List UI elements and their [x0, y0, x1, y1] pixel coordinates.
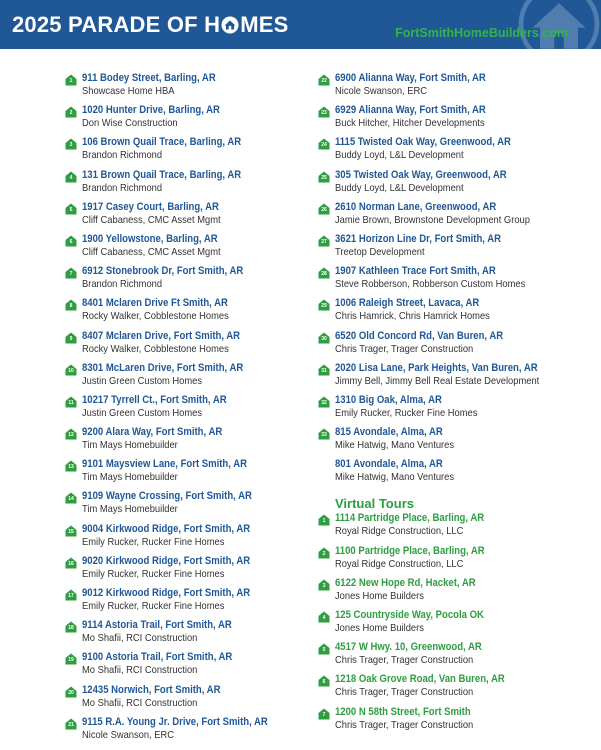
marker-number: 4 — [322, 615, 326, 621]
marker-number: 5 — [322, 647, 326, 654]
home-builder: Mo Shafii, RCI Construction — [82, 633, 198, 645]
home-builder: Tim Mays Homebuilder — [82, 440, 178, 452]
home-address: 10217 Tyrrell Ct., Fort Smith, AR — [82, 393, 227, 406]
home-address: 9020 Kirkwood Ridge, Fort Smith, AR — [82, 554, 251, 567]
home-builder: Jimmy Bell, Jimmy Bell Real Estate Development — [335, 375, 540, 387]
home-builder: Nicole Swanson, ERC — [335, 86, 427, 97]
home-list-item — [317, 458, 601, 490]
home-builder: Chris Hamrick, Chris Hamrick Homes — [335, 311, 490, 323]
home-address: 9109 Wayne Crossing, Fort Smith, AR — [82, 490, 252, 503]
home-builder: Emily Rucker, Rucker Fine Homes — [82, 536, 225, 548]
home-builder: Chris Trager, Trager Construction — [335, 687, 474, 699]
marker-number: 17 — [68, 593, 74, 599]
home-address: 9200 Alara Way, Fort Smith, AR — [82, 426, 223, 439]
home-address: 9115 R.A. Young Jr. Drive, Fort Smith, AR — [82, 715, 268, 728]
home-builder: Chris Trager, Trager Construction — [335, 343, 474, 355]
home-builder: Cliff Cabaness, CMC Asset Mgmt — [82, 246, 221, 258]
home-list-item — [317, 362, 601, 394]
home-list-left — [64, 72, 304, 748]
house-marker-icon — [65, 525, 77, 537]
home-list-item — [317, 201, 601, 233]
home-address: 9100 Astoria Trail, Fort Smith, AR — [82, 651, 233, 664]
house-marker-icon — [65, 299, 77, 311]
home-list-item — [64, 684, 304, 716]
home-address: 1020 Hunter Drive, Barling, AR — [82, 104, 220, 117]
marker-number: 23 — [321, 110, 327, 117]
home-address: 9114 Astoria Trail, Fort Smith, AR — [82, 619, 232, 632]
home-builder: Rocky Walker, Cobblestone Homes — [82, 343, 229, 355]
virtual-tour-item — [317, 673, 601, 705]
home-builder: Showcase Home HBA — [82, 86, 175, 97]
home-address: 2020 Lisa Lane, Park Heights, Van Buren, AR — [335, 361, 538, 374]
header-banner — [0, 0, 601, 49]
marker-number: 15 — [68, 528, 74, 535]
house-marker-icon — [65, 492, 77, 504]
home-builder: Chris Trager, Trager Construction — [335, 655, 474, 667]
page-title — [12, 12, 288, 38]
virtual-tours-heading: Virtual Tours — [335, 496, 414, 512]
home-list-item — [64, 233, 304, 265]
home-builder: Chris Trager, Trager Construction — [335, 719, 474, 731]
marker-number: 8 — [69, 303, 73, 310]
marker-number: 7 — [69, 271, 73, 278]
home-list-item — [64, 104, 304, 136]
home-address: 8407 Mclaren Drive, Fort Smith, AR — [82, 329, 241, 342]
home-list-item — [317, 136, 601, 168]
home-list-item — [317, 297, 601, 329]
house-marker-icon — [318, 643, 330, 655]
home-address: 1907 Kathleen Trace Fort Smith, AR — [335, 265, 496, 278]
house-marker-icon — [318, 203, 330, 215]
marker-number: 32 — [321, 399, 327, 406]
home-address: 9004 Kirkwood Ridge, Fort Smith, AR — [82, 522, 251, 535]
home-address: 1100 Partridge Place, Barling, AR — [335, 544, 485, 557]
home-address: 12435 Norwich, Fort Smith, AR — [82, 683, 221, 696]
home-list-item — [317, 330, 601, 362]
house-marker-icon — [318, 396, 330, 408]
house-marker-icon — [318, 299, 330, 311]
house-marker-icon — [318, 547, 330, 559]
home-builder: Rocky Walker, Cobblestone Homes — [82, 311, 229, 323]
house-marker-icon — [318, 579, 330, 591]
house-marker-icon — [65, 74, 77, 86]
marker-number: 13 — [68, 464, 74, 471]
home-list-item — [64, 651, 304, 683]
house-marker-icon — [65, 686, 77, 698]
house-logo-icon — [221, 16, 239, 34]
marker-number: 3 — [69, 142, 73, 149]
marker-number: 12 — [68, 432, 74, 439]
marker-number: 10 — [68, 367, 74, 374]
house-marker-icon — [318, 235, 330, 247]
home-list-item — [64, 426, 304, 458]
home-list-item — [317, 265, 601, 297]
home-builder: Jones Home Builders — [335, 623, 424, 634]
website-link[interactable]: FortSmithHomeBuilders.com — [395, 26, 568, 40]
marker-number: 11 — [68, 399, 74, 406]
marker-number: 1 — [322, 518, 326, 525]
marker-number: 3 — [322, 582, 326, 589]
virtual-tour-item — [317, 609, 601, 641]
home-builder: Emily Rucker, Rucker Fine Homes — [335, 407, 478, 419]
house-marker-icon — [65, 621, 77, 633]
home-address: 6122 New Hope Rd, Hacket, AR — [335, 576, 476, 589]
home-builder: Brandon Richmond — [82, 182, 163, 194]
marker-number: 28 — [321, 271, 327, 278]
home-address: 1114 Partridge Place, Barling, AR — [335, 512, 485, 525]
home-list-item — [64, 716, 304, 748]
home-address: 1200 N 58th Street, Fort Smith — [335, 705, 471, 718]
house-marker-icon — [65, 718, 77, 730]
marker-number: 4 — [69, 174, 73, 181]
home-list-item — [64, 555, 304, 587]
home-list-item — [64, 201, 304, 233]
home-list-item — [64, 362, 304, 394]
home-address: 1218 Oak Grove Road, Van Buren, AR — [335, 673, 505, 686]
marker-number: 1 — [69, 78, 73, 84]
home-address: 6520 Old Concord Rd, Van Buren, AR — [335, 329, 504, 342]
house-watermark-icon — [511, 0, 601, 49]
house-marker-icon — [318, 267, 330, 279]
marker-number: 19 — [68, 657, 74, 664]
marker-number: 2 — [322, 550, 326, 557]
house-marker-icon — [65, 589, 77, 601]
marker-number: 22 — [321, 78, 327, 84]
marker-number: 24 — [321, 142, 327, 149]
house-marker-icon — [65, 332, 77, 344]
home-list-item — [64, 394, 304, 426]
home-list-item — [317, 72, 601, 104]
home-builder: Justin Green Custom Homes — [82, 375, 203, 387]
marker-number: 5 — [69, 206, 73, 213]
home-address: 1310 Big Oak, Alma, AR — [335, 393, 442, 406]
home-builder: Steve Robberson, Robberson Custom Homes — [335, 279, 526, 291]
home-list-item — [64, 265, 304, 297]
home-list-item — [317, 169, 601, 201]
marker-number: 26 — [321, 206, 327, 213]
home-address: 1917 Casey Court, Barling, AR — [82, 200, 219, 213]
marker-number: 27 — [321, 238, 327, 245]
home-address: 9101 Maysview Lane, Fort Smith, AR — [82, 458, 247, 471]
house-marker-icon — [318, 611, 330, 623]
home-builder: Emily Rucker, Rucker Fine Homes — [82, 601, 225, 612]
house-marker-icon — [65, 428, 77, 440]
home-address: 305 Twisted Oak Way, Greenwood, AR — [335, 168, 507, 181]
home-address: 911 Bodey Street, Barling, AR — [82, 72, 216, 84]
house-marker-icon — [65, 171, 77, 183]
home-address: 131 Brown Quail Trace, Barling, AR — [82, 168, 242, 181]
home-address: 2610 Norman Lane, Greenwood, AR — [335, 200, 497, 213]
home-builder: Royal Ridge Construction, LLC — [335, 526, 464, 538]
marker-number: 9 — [69, 335, 73, 342]
title-suffix: MES — [240, 12, 289, 37]
marker-number: 6 — [322, 679, 326, 686]
house-marker-icon — [65, 364, 77, 376]
house-marker-icon — [65, 138, 77, 150]
house-marker-icon — [318, 171, 330, 183]
home-builder: Tim Mays Homebuilder — [82, 504, 178, 516]
home-list-item — [64, 523, 304, 555]
home-address: 815 Avondale, Alma, AR — [335, 426, 443, 439]
marker-number: 7 — [322, 711, 326, 718]
home-builder: Buddy Loyd, L&L Development — [335, 150, 464, 162]
home-list-item — [64, 619, 304, 651]
house-marker-icon — [65, 106, 77, 118]
home-builder: Emily Rucker, Rucker Fine Homes — [82, 568, 225, 580]
house-marker-icon — [318, 675, 330, 687]
title-prefix: 2025 PARADE OF H — [12, 12, 221, 37]
home-builder: Brandon Richmond — [82, 150, 163, 162]
house-marker-icon — [318, 428, 330, 440]
house-marker-icon — [318, 106, 330, 118]
home-builder: Royal Ridge Construction, LLC — [335, 558, 464, 570]
virtual-tour-item — [317, 577, 601, 609]
home-builder: Treetop Development — [335, 246, 425, 258]
marker-number: 30 — [321, 335, 327, 342]
home-list-item — [317, 233, 601, 265]
home-list-item — [317, 426, 601, 458]
home-address: 801 Avondale, Alma, AR — [335, 458, 443, 471]
home-builder: Mo Shafii, RCI Construction — [82, 697, 198, 709]
marker-number: 21 — [68, 721, 74, 728]
virtual-tour-item — [317, 512, 601, 544]
home-builder: Mike Hatwig, Mano Ventures — [335, 440, 455, 452]
house-marker-icon — [318, 364, 330, 376]
house-marker-icon — [65, 557, 77, 569]
home-address: 106 Brown Quail Trace, Barling, AR — [82, 136, 242, 149]
home-address: 3621 Horizon Line Dr, Fort Smith, AR — [335, 232, 501, 245]
house-marker-icon — [65, 396, 77, 408]
home-builder: Jamie Brown, Brownstone Development Group — [335, 214, 530, 226]
home-builder: Tim Mays Homebuilder — [82, 472, 178, 484]
home-list-item — [317, 394, 601, 426]
marker-number: 31 — [321, 367, 327, 374]
home-list-item — [64, 72, 304, 104]
home-list-item — [64, 169, 304, 201]
virtual-tour-item — [317, 545, 601, 577]
home-list-item — [317, 104, 601, 136]
home-builder: Nicole Swanson, ERC — [82, 729, 174, 741]
house-marker-icon — [65, 235, 77, 247]
home-builder: Justin Green Custom Homes — [82, 407, 203, 419]
marker-number: 33 — [321, 432, 327, 439]
house-marker-icon — [318, 332, 330, 344]
home-address: 1006 Raleigh Street, Lavaca, AR — [335, 297, 480, 310]
house-marker-icon — [318, 514, 330, 526]
home-address: 6912 Stonebrook Dr, Fort Smith, AR — [82, 265, 244, 278]
home-builder: Cliff Cabaness, CMC Asset Mgmt — [82, 214, 221, 226]
house-marker-icon — [318, 138, 330, 150]
home-builder: Mike Hatwig, Mano Ventures — [335, 472, 455, 484]
home-address: 6900 Alianna Way, Fort Smith, AR — [335, 72, 486, 84]
home-list-item — [64, 490, 304, 522]
marker-number: 2 — [69, 110, 73, 117]
home-builder: Buck Hitcher, Hitcher Developments — [335, 118, 485, 130]
marker-number: 20 — [68, 689, 74, 696]
home-address: 8401 Mclaren Drive Ft Smith, AR — [82, 297, 228, 310]
marker-number: 25 — [321, 174, 327, 181]
home-address: 1115 Twisted Oak Way, Greenwood, AR — [335, 136, 511, 149]
home-list-item — [64, 136, 304, 168]
marker-number: 16 — [68, 560, 74, 567]
home-address: 4517 W Hwy. 10, Greenwood, AR — [335, 641, 482, 654]
home-list-item — [64, 458, 304, 490]
home-address: 6929 Alianna Way, Fort Smith, AR — [335, 104, 486, 117]
home-address: 125 Countryside Way, Pocola OK — [335, 609, 484, 621]
house-marker-icon — [65, 460, 77, 472]
marker-number: 18 — [68, 625, 74, 632]
marker-number: 29 — [321, 303, 327, 310]
house-marker-icon — [318, 74, 330, 86]
home-address: 1900 Yellowstone, Barling, AR — [82, 232, 218, 245]
home-builder: Jones Home Builders — [335, 590, 424, 602]
home-address: 8301 McLaren Drive, Fort Smith, AR — [82, 361, 244, 374]
house-marker-icon — [65, 653, 77, 665]
home-builder: Brandon Richmond — [82, 279, 163, 291]
home-list-item — [64, 330, 304, 362]
virtual-tour-item — [317, 706, 601, 738]
virtual-tour-item — [317, 641, 601, 673]
home-address: 9012 Kirkwood Ridge, Fort Smith, AR — [82, 587, 251, 599]
house-marker-icon — [65, 203, 77, 215]
home-builder: Buddy Loyd, L&L Development — [335, 182, 464, 194]
home-list-item — [64, 297, 304, 329]
home-list-item — [64, 587, 304, 619]
marker-number: 14 — [68, 496, 74, 503]
marker-number: 6 — [69, 238, 73, 245]
house-marker-icon — [65, 267, 77, 279]
home-builder: Don Wise Construction — [82, 118, 178, 130]
home-builder: Mo Shafii, RCI Construction — [82, 665, 198, 677]
home-list-right — [317, 72, 601, 738]
house-marker-icon — [318, 708, 330, 720]
